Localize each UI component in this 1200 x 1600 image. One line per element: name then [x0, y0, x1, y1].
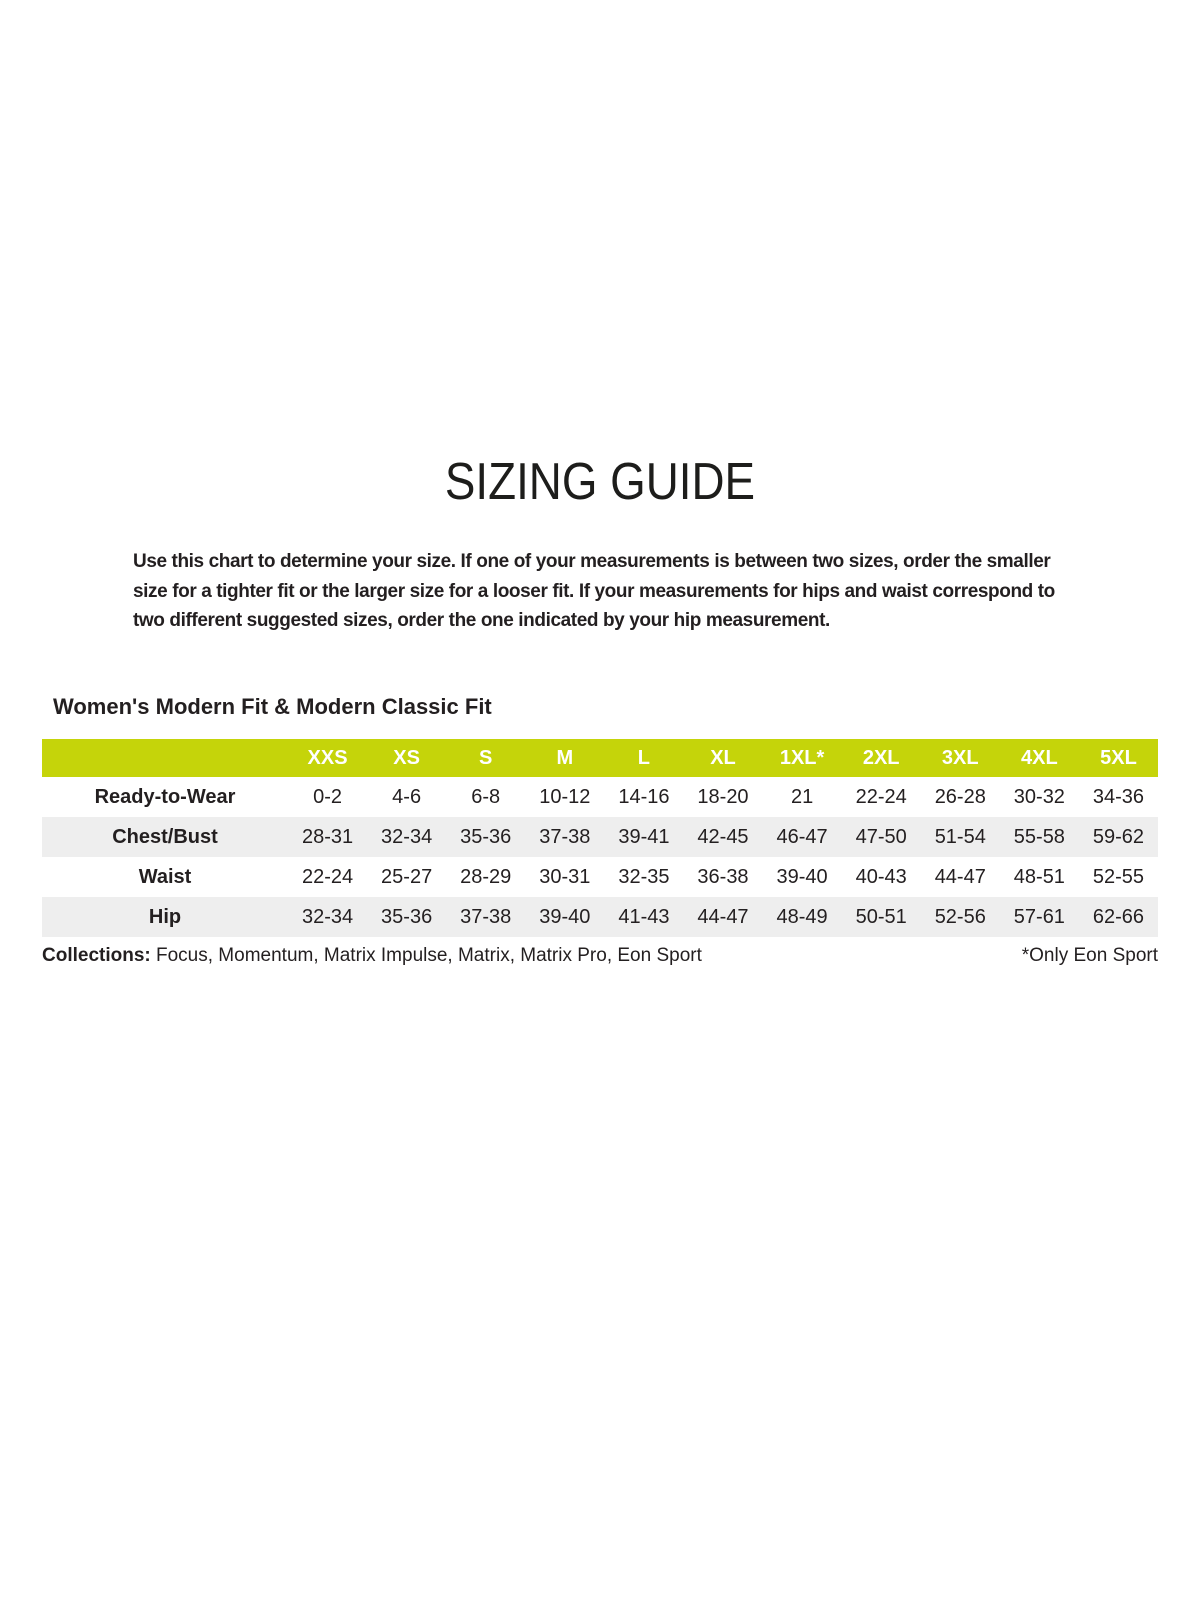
cell-value: 22-24	[301, 866, 354, 888]
cell-value: 25-27	[381, 866, 433, 888]
intro-text	[133, 547, 1055, 636]
row-label: Chest/Bust	[112, 826, 218, 848]
cell-value: 39-41	[618, 826, 670, 848]
asterisk-note: *Only Eon Sport	[1021, 945, 1158, 966]
intro-line-2: size for a tighter fit or the larger size for a looser fit. If your measurements for hips and waist correspond to	[133, 580, 1055, 602]
cell-value: 0-2	[313, 786, 342, 808]
cell-value: 10-12	[539, 786, 591, 808]
cell-value: 41-43	[618, 906, 670, 928]
cell-value: 42-45	[697, 826, 749, 848]
header-cell-xl: XL	[710, 747, 736, 769]
cell-value: 28-29	[460, 866, 512, 888]
cell-value: 30-31	[539, 866, 591, 888]
cell-value: 18-20	[697, 786, 749, 808]
table-row-ready-to-wear	[42, 777, 1158, 817]
cell-value: 50-51	[855, 906, 907, 928]
cell-value: 59-62	[1092, 826, 1145, 848]
row-label: Waist	[138, 866, 192, 888]
header-cell-1xl: 1XL*	[779, 747, 825, 769]
cell-value: 47-50	[855, 826, 907, 848]
cell-value: 4-6	[392, 786, 422, 808]
cell-value: 32-35	[618, 866, 670, 888]
cell-value: 39-40	[776, 866, 828, 888]
cell-value: 52-56	[934, 906, 986, 928]
cell-value: 28-31	[301, 826, 354, 848]
footnote	[42, 945, 1158, 967]
page-title: SIZING GUIDE	[444, 453, 756, 511]
table-row-chest-bust	[42, 817, 1158, 857]
cell-value: 32-34	[301, 906, 354, 928]
cell-value: 30-32	[1013, 786, 1065, 808]
header-cell-m: M	[556, 747, 574, 769]
cell-value: 6-8	[471, 786, 501, 808]
cell-value: 51-54	[934, 826, 986, 848]
collections-note	[42, 945, 702, 967]
header-cell-5xl: 5XL	[1100, 747, 1137, 769]
cell-value: 14-16	[618, 786, 670, 808]
cell-value: 37-38	[460, 906, 512, 928]
cell-value: 36-38	[697, 866, 749, 888]
header-cell-s: S	[479, 747, 493, 769]
section-title: Women's Modern Fit & Modern Classic Fit	[53, 694, 492, 719]
cell-value: 35-36	[460, 826, 512, 848]
cell-value: 48-49	[776, 906, 828, 928]
header-cell-xs: XS	[393, 747, 420, 769]
size-table-header-row	[42, 739, 1158, 777]
table-row-hip	[42, 897, 1158, 937]
cell-value: 55-58	[1013, 826, 1065, 848]
cell-value: 44-47	[697, 906, 749, 928]
cell-value: 22-24	[855, 786, 907, 808]
cell-value: 52-55	[1092, 866, 1145, 888]
cell-value: 48-51	[1013, 866, 1065, 888]
cell-value: 34-36	[1092, 786, 1145, 808]
cell-value: 26-28	[934, 786, 986, 808]
row-label: Hip	[148, 906, 182, 928]
table-row-waist	[42, 857, 1158, 897]
size-table	[42, 739, 1158, 937]
cell-value: 32-34	[381, 826, 433, 848]
header-cell-xxs: XXS	[307, 747, 348, 769]
row-label: Ready-to-Wear	[94, 786, 236, 808]
cell-value: 39-40	[539, 906, 591, 928]
header-cell-3xl: 3XL	[941, 747, 979, 769]
cell-value: 37-38	[539, 826, 591, 848]
cell-value: 62-66	[1092, 906, 1145, 928]
cell-value: 46-47	[776, 826, 828, 848]
collections-label: Collections:	[42, 945, 151, 966]
cell-value: 57-61	[1013, 906, 1065, 928]
cell-value: 21	[790, 786, 814, 808]
header-cell-l: L	[637, 747, 651, 769]
collections-list: Focus, Momentum, Matrix Impulse, Matrix, Matrix Pro, Eon Sport	[150, 945, 702, 966]
header-cell-4xl: 4XL	[1021, 747, 1058, 769]
cell-value: 44-47	[934, 866, 986, 888]
header-cell-2xl: 2XL	[862, 747, 900, 769]
cell-value: 40-43	[855, 866, 907, 888]
cell-value: 35-36	[381, 906, 433, 928]
intro-line-1: Use this chart to determine your size. If one of your measurements is between two sizes, order the smaller	[133, 551, 1051, 572]
intro-line-3: two different suggested sizes, order the one indicated by your hip measurement.	[133, 610, 830, 631]
sizing-sheet	[42, 694, 1158, 967]
